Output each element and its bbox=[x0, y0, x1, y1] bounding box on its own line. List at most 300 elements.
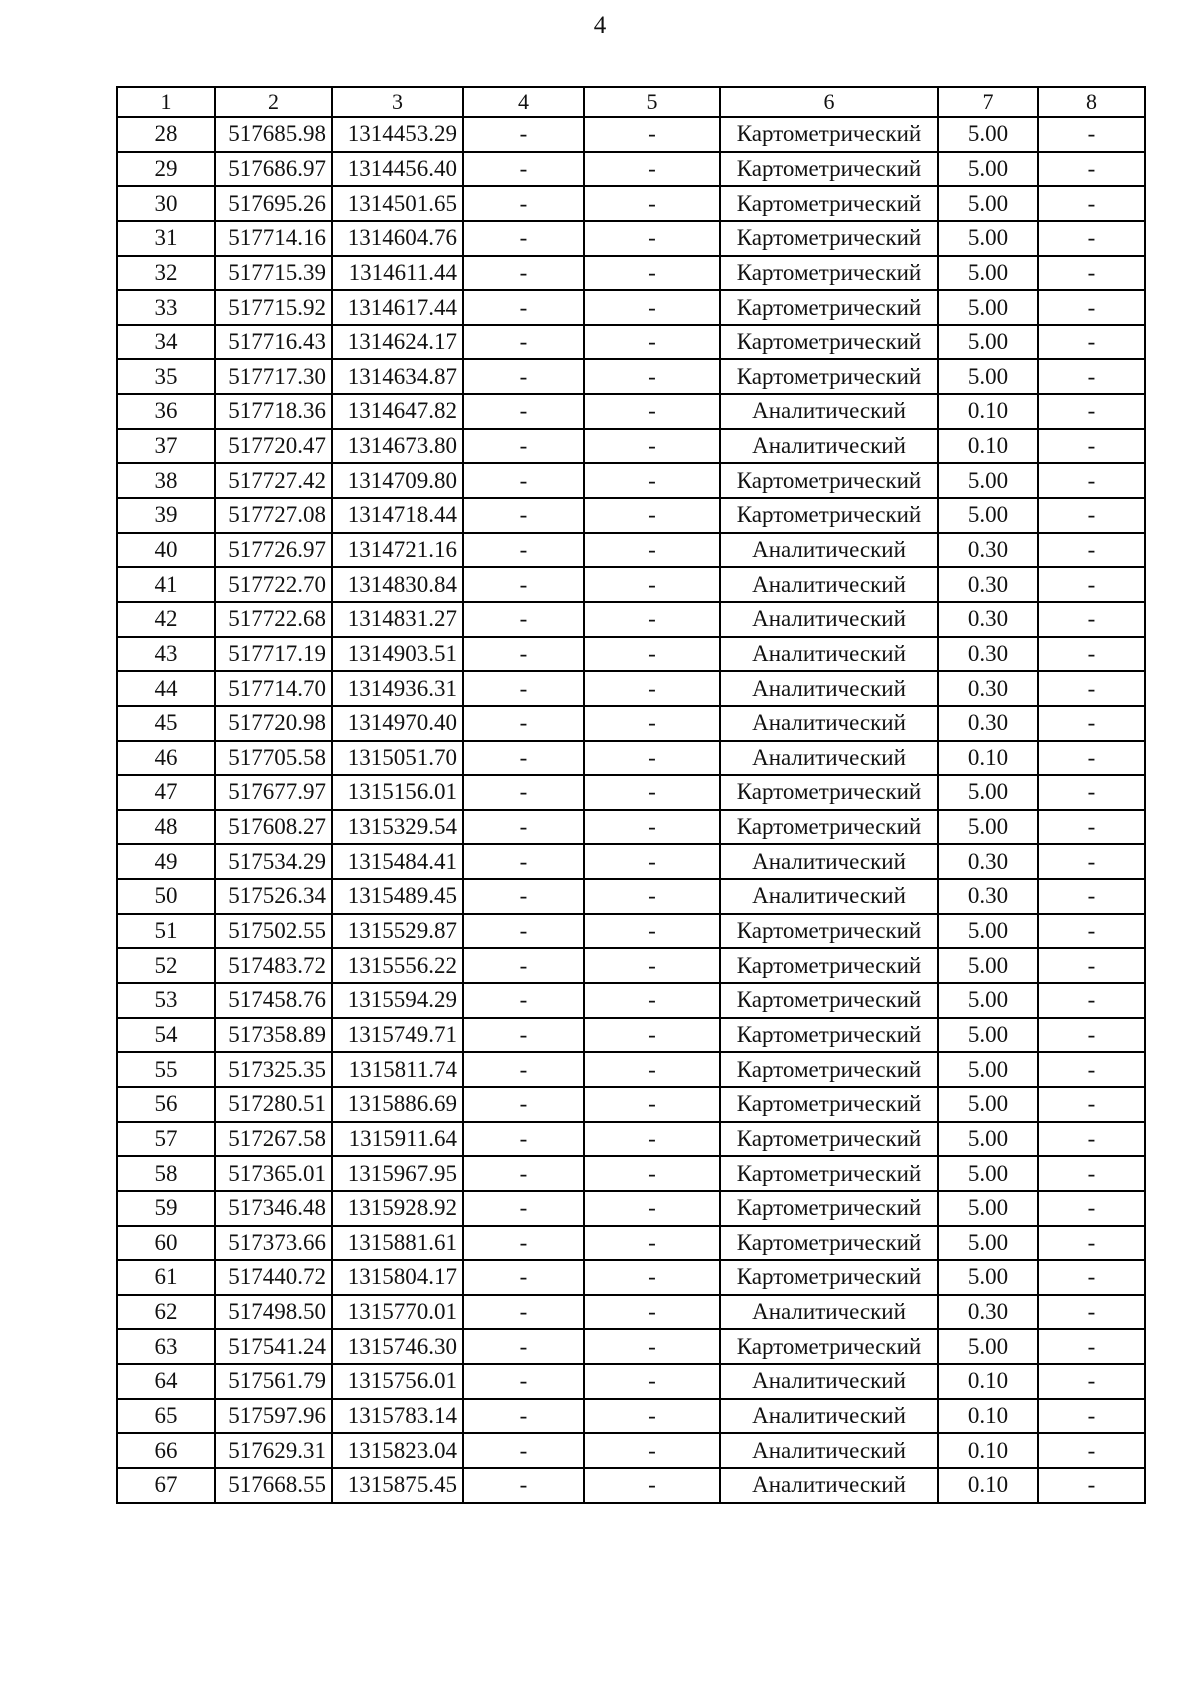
col5-cell: - bbox=[584, 810, 720, 845]
coord-y-cell: 1314617.44 bbox=[332, 290, 463, 325]
method-cell: Картометрический bbox=[720, 1018, 938, 1053]
method-cell: Картометрический bbox=[720, 186, 938, 221]
method-cell: Картометрический bbox=[720, 948, 938, 983]
coord-x-cell: 517458.76 bbox=[215, 983, 332, 1018]
table-row bbox=[117, 221, 1145, 256]
table-row bbox=[117, 463, 1145, 498]
coord-x-cell: 517629.31 bbox=[215, 1433, 332, 1468]
accuracy-cell: 0.30 bbox=[938, 844, 1038, 879]
col4-cell: - bbox=[463, 1329, 584, 1364]
method-cell: Картометрический bbox=[720, 1122, 938, 1157]
coord-x-cell: 517365.01 bbox=[215, 1156, 332, 1191]
col5-cell: - bbox=[584, 117, 720, 152]
method-cell: Аналитический bbox=[720, 706, 938, 741]
col8-cell: - bbox=[1038, 741, 1145, 776]
col4-cell: - bbox=[463, 844, 584, 879]
point-number-cell: 45 bbox=[117, 706, 215, 741]
col8-cell: - bbox=[1038, 1226, 1145, 1261]
table-row bbox=[117, 325, 1145, 360]
col8-cell: - bbox=[1038, 463, 1145, 498]
col8-cell: - bbox=[1038, 1260, 1145, 1295]
col4-cell: - bbox=[463, 671, 584, 706]
col5-cell: - bbox=[584, 1018, 720, 1053]
accuracy-cell: 5.00 bbox=[938, 983, 1038, 1018]
coord-y-cell: 1314501.65 bbox=[332, 186, 463, 221]
col8-cell: - bbox=[1038, 429, 1145, 464]
coord-x-cell: 517727.08 bbox=[215, 498, 332, 533]
method-cell: Аналитический bbox=[720, 394, 938, 429]
col4-cell: - bbox=[463, 706, 584, 741]
col8-cell: - bbox=[1038, 775, 1145, 810]
column-header: 7 bbox=[938, 87, 1038, 117]
col8-cell: - bbox=[1038, 706, 1145, 741]
col5-cell: - bbox=[584, 325, 720, 360]
accuracy-cell: 0.10 bbox=[938, 1399, 1038, 1434]
method-cell: Картометрический bbox=[720, 914, 938, 949]
col5-cell: - bbox=[584, 1052, 720, 1087]
col4-cell: - bbox=[463, 1364, 584, 1399]
coord-x-cell: 517502.55 bbox=[215, 914, 332, 949]
point-number-cell: 55 bbox=[117, 1052, 215, 1087]
col5-cell: - bbox=[584, 879, 720, 914]
col5-cell: - bbox=[584, 1364, 720, 1399]
col8-cell: - bbox=[1038, 359, 1145, 394]
method-cell: Картометрический bbox=[720, 775, 938, 810]
col8-cell: - bbox=[1038, 602, 1145, 637]
coord-y-cell: 1315783.14 bbox=[332, 1399, 463, 1434]
accuracy-cell: 0.30 bbox=[938, 602, 1038, 637]
col5-cell: - bbox=[584, 602, 720, 637]
accuracy-cell: 5.00 bbox=[938, 290, 1038, 325]
point-number-cell: 51 bbox=[117, 914, 215, 949]
table-row bbox=[117, 914, 1145, 949]
coord-x-cell: 517597.96 bbox=[215, 1399, 332, 1434]
coord-x-cell: 517714.16 bbox=[215, 221, 332, 256]
col8-cell: - bbox=[1038, 948, 1145, 983]
point-number-cell: 58 bbox=[117, 1156, 215, 1191]
coord-x-cell: 517526.34 bbox=[215, 879, 332, 914]
coord-y-cell: 1315489.45 bbox=[332, 879, 463, 914]
col4-cell: - bbox=[463, 533, 584, 568]
col8-cell: - bbox=[1038, 567, 1145, 602]
accuracy-cell: 5.00 bbox=[938, 1018, 1038, 1053]
coord-x-cell: 517717.19 bbox=[215, 637, 332, 672]
method-cell: Картометрический bbox=[720, 498, 938, 533]
col5-cell: - bbox=[584, 221, 720, 256]
coord-x-cell: 517726.97 bbox=[215, 533, 332, 568]
coord-y-cell: 1315967.95 bbox=[332, 1156, 463, 1191]
accuracy-cell: 5.00 bbox=[938, 463, 1038, 498]
col4-cell: - bbox=[463, 325, 584, 360]
method-cell: Аналитический bbox=[720, 879, 938, 914]
col8-cell: - bbox=[1038, 498, 1145, 533]
point-number-cell: 63 bbox=[117, 1329, 215, 1364]
col4-cell: - bbox=[463, 602, 584, 637]
col5-cell: - bbox=[584, 706, 720, 741]
accuracy-cell: 0.30 bbox=[938, 706, 1038, 741]
col5-cell: - bbox=[584, 948, 720, 983]
col8-cell: - bbox=[1038, 1399, 1145, 1434]
method-cell: Картометрический bbox=[720, 325, 938, 360]
col8-cell: - bbox=[1038, 256, 1145, 291]
col4-cell: - bbox=[463, 1433, 584, 1468]
method-cell: Картометрический bbox=[720, 983, 938, 1018]
column-header: 4 bbox=[463, 87, 584, 117]
coord-x-cell: 517714.70 bbox=[215, 671, 332, 706]
col5-cell: - bbox=[584, 394, 720, 429]
coord-y-cell: 1314624.17 bbox=[332, 325, 463, 360]
coord-x-cell: 517677.97 bbox=[215, 775, 332, 810]
column-header: 5 bbox=[584, 87, 720, 117]
col4-cell: - bbox=[463, 948, 584, 983]
table-header-row bbox=[117, 87, 1145, 117]
table-row bbox=[117, 810, 1145, 845]
method-cell: Аналитический bbox=[720, 1364, 938, 1399]
table-row bbox=[117, 567, 1145, 602]
table-row bbox=[117, 394, 1145, 429]
col8-cell: - bbox=[1038, 1122, 1145, 1157]
col4-cell: - bbox=[463, 1399, 584, 1434]
col8-cell: - bbox=[1038, 637, 1145, 672]
col5-cell: - bbox=[584, 1399, 720, 1434]
col4-cell: - bbox=[463, 1191, 584, 1226]
point-number-cell: 62 bbox=[117, 1295, 215, 1330]
accuracy-cell: 0.10 bbox=[938, 1468, 1038, 1503]
table-row bbox=[117, 256, 1145, 291]
col5-cell: - bbox=[584, 429, 720, 464]
coord-x-cell: 517718.36 bbox=[215, 394, 332, 429]
col8-cell: - bbox=[1038, 1364, 1145, 1399]
table-row bbox=[117, 602, 1145, 637]
method-cell: Аналитический bbox=[720, 1468, 938, 1503]
coord-y-cell: 1315594.29 bbox=[332, 983, 463, 1018]
coord-y-cell: 1314611.44 bbox=[332, 256, 463, 291]
col8-cell: - bbox=[1038, 325, 1145, 360]
point-number-cell: 39 bbox=[117, 498, 215, 533]
coord-x-cell: 517346.48 bbox=[215, 1191, 332, 1226]
coord-x-cell: 517541.24 bbox=[215, 1329, 332, 1364]
coord-x-cell: 517534.29 bbox=[215, 844, 332, 879]
point-number-cell: 67 bbox=[117, 1468, 215, 1503]
col4-cell: - bbox=[463, 1468, 584, 1503]
point-number-cell: 33 bbox=[117, 290, 215, 325]
coord-y-cell: 1314936.31 bbox=[332, 671, 463, 706]
accuracy-cell: 0.30 bbox=[938, 879, 1038, 914]
coord-x-cell: 517715.39 bbox=[215, 256, 332, 291]
col4-cell: - bbox=[463, 983, 584, 1018]
table-row bbox=[117, 359, 1145, 394]
column-header: 1 bbox=[117, 87, 215, 117]
method-cell: Картометрический bbox=[720, 1156, 938, 1191]
table-row bbox=[117, 1087, 1145, 1122]
coord-x-cell: 517358.89 bbox=[215, 1018, 332, 1053]
coord-y-cell: 1315529.87 bbox=[332, 914, 463, 949]
table-row bbox=[117, 775, 1145, 810]
table-row bbox=[117, 117, 1145, 152]
coord-y-cell: 1315881.61 bbox=[332, 1226, 463, 1261]
col5-cell: - bbox=[584, 741, 720, 776]
table-row bbox=[117, 1260, 1145, 1295]
accuracy-cell: 0.10 bbox=[938, 1364, 1038, 1399]
table-row bbox=[117, 186, 1145, 221]
col4-cell: - bbox=[463, 463, 584, 498]
method-cell: Картометрический bbox=[720, 810, 938, 845]
coord-x-cell: 517498.50 bbox=[215, 1295, 332, 1330]
table-row bbox=[117, 1191, 1145, 1226]
coord-x-cell: 517695.26 bbox=[215, 186, 332, 221]
col5-cell: - bbox=[584, 1191, 720, 1226]
coord-y-cell: 1314604.76 bbox=[332, 221, 463, 256]
accuracy-cell: 5.00 bbox=[938, 152, 1038, 187]
column-header: 8 bbox=[1038, 87, 1145, 117]
column-header: 3 bbox=[332, 87, 463, 117]
method-cell: Аналитический bbox=[720, 1295, 938, 1330]
table-row bbox=[117, 1399, 1145, 1434]
coord-y-cell: 1315804.17 bbox=[332, 1260, 463, 1295]
point-number-cell: 36 bbox=[117, 394, 215, 429]
col4-cell: - bbox=[463, 429, 584, 464]
accuracy-cell: 0.10 bbox=[938, 1433, 1038, 1468]
col4-cell: - bbox=[463, 775, 584, 810]
col4-cell: - bbox=[463, 256, 584, 291]
coord-y-cell: 1314718.44 bbox=[332, 498, 463, 533]
accuracy-cell: 0.10 bbox=[938, 741, 1038, 776]
col8-cell: - bbox=[1038, 671, 1145, 706]
table-row bbox=[117, 1122, 1145, 1157]
accuracy-cell: 5.00 bbox=[938, 1226, 1038, 1261]
point-number-cell: 46 bbox=[117, 741, 215, 776]
column-header: 6 bbox=[720, 87, 938, 117]
point-number-cell: 42 bbox=[117, 602, 215, 637]
method-cell: Аналитический bbox=[720, 567, 938, 602]
col4-cell: - bbox=[463, 810, 584, 845]
coord-y-cell: 1315756.01 bbox=[332, 1364, 463, 1399]
coord-x-cell: 517685.98 bbox=[215, 117, 332, 152]
accuracy-cell: 5.00 bbox=[938, 256, 1038, 291]
coord-y-cell: 1314721.16 bbox=[332, 533, 463, 568]
accuracy-cell: 5.00 bbox=[938, 948, 1038, 983]
col4-cell: - bbox=[463, 1122, 584, 1157]
accuracy-cell: 5.00 bbox=[938, 221, 1038, 256]
table-row bbox=[117, 152, 1145, 187]
col8-cell: - bbox=[1038, 810, 1145, 845]
table-row bbox=[117, 1468, 1145, 1503]
coord-y-cell: 1314647.82 bbox=[332, 394, 463, 429]
accuracy-cell: 0.30 bbox=[938, 567, 1038, 602]
coordinates-table bbox=[116, 86, 1146, 1504]
table-row bbox=[117, 1018, 1145, 1053]
col5-cell: - bbox=[584, 1295, 720, 1330]
point-number-cell: 54 bbox=[117, 1018, 215, 1053]
table-row bbox=[117, 429, 1145, 464]
col4-cell: - bbox=[463, 359, 584, 394]
accuracy-cell: 5.00 bbox=[938, 359, 1038, 394]
table-row bbox=[117, 1226, 1145, 1261]
point-number-cell: 48 bbox=[117, 810, 215, 845]
accuracy-cell: 5.00 bbox=[938, 1122, 1038, 1157]
col5-cell: - bbox=[584, 637, 720, 672]
point-number-cell: 59 bbox=[117, 1191, 215, 1226]
col8-cell: - bbox=[1038, 844, 1145, 879]
table-row bbox=[117, 290, 1145, 325]
point-number-cell: 64 bbox=[117, 1364, 215, 1399]
coord-x-cell: 517608.27 bbox=[215, 810, 332, 845]
method-cell: Аналитический bbox=[720, 741, 938, 776]
point-number-cell: 61 bbox=[117, 1260, 215, 1295]
coord-y-cell: 1314830.84 bbox=[332, 567, 463, 602]
accuracy-cell: 5.00 bbox=[938, 186, 1038, 221]
coord-x-cell: 517727.42 bbox=[215, 463, 332, 498]
table-row bbox=[117, 706, 1145, 741]
coord-y-cell: 1315875.45 bbox=[332, 1468, 463, 1503]
accuracy-cell: 5.00 bbox=[938, 1087, 1038, 1122]
method-cell: Аналитический bbox=[720, 1433, 938, 1468]
col8-cell: - bbox=[1038, 914, 1145, 949]
col5-cell: - bbox=[584, 1260, 720, 1295]
col4-cell: - bbox=[463, 221, 584, 256]
point-number-cell: 44 bbox=[117, 671, 215, 706]
coord-x-cell: 517267.58 bbox=[215, 1122, 332, 1157]
point-number-cell: 56 bbox=[117, 1087, 215, 1122]
col5-cell: - bbox=[584, 498, 720, 533]
col5-cell: - bbox=[584, 671, 720, 706]
col5-cell: - bbox=[584, 983, 720, 1018]
coord-y-cell: 1315811.74 bbox=[332, 1052, 463, 1087]
point-number-cell: 40 bbox=[117, 533, 215, 568]
col4-cell: - bbox=[463, 290, 584, 325]
col5-cell: - bbox=[584, 533, 720, 568]
col4-cell: - bbox=[463, 498, 584, 533]
accuracy-cell: 0.30 bbox=[938, 533, 1038, 568]
coord-x-cell: 517440.72 bbox=[215, 1260, 332, 1295]
accuracy-cell: 5.00 bbox=[938, 325, 1038, 360]
point-number-cell: 53 bbox=[117, 983, 215, 1018]
table-row bbox=[117, 741, 1145, 776]
point-number-cell: 66 bbox=[117, 1433, 215, 1468]
method-cell: Картометрический bbox=[720, 221, 938, 256]
col4-cell: - bbox=[463, 567, 584, 602]
col8-cell: - bbox=[1038, 1087, 1145, 1122]
point-number-cell: 30 bbox=[117, 186, 215, 221]
col4-cell: - bbox=[463, 741, 584, 776]
col8-cell: - bbox=[1038, 1433, 1145, 1468]
accuracy-cell: 0.10 bbox=[938, 394, 1038, 429]
coord-y-cell: 1314673.80 bbox=[332, 429, 463, 464]
coord-x-cell: 517722.70 bbox=[215, 567, 332, 602]
col4-cell: - bbox=[463, 1295, 584, 1330]
col5-cell: - bbox=[584, 1468, 720, 1503]
coord-y-cell: 1315911.64 bbox=[332, 1122, 463, 1157]
point-number-cell: 29 bbox=[117, 152, 215, 187]
accuracy-cell: 5.00 bbox=[938, 1329, 1038, 1364]
table-row bbox=[117, 1052, 1145, 1087]
coord-y-cell: 1315746.30 bbox=[332, 1329, 463, 1364]
col8-cell: - bbox=[1038, 152, 1145, 187]
accuracy-cell: 5.00 bbox=[938, 117, 1038, 152]
accuracy-cell: 5.00 bbox=[938, 1191, 1038, 1226]
coord-y-cell: 1314831.27 bbox=[332, 602, 463, 637]
method-cell: Аналитический bbox=[720, 602, 938, 637]
col8-cell: - bbox=[1038, 533, 1145, 568]
table-row bbox=[117, 1156, 1145, 1191]
col4-cell: - bbox=[463, 117, 584, 152]
method-cell: Картометрический bbox=[720, 152, 938, 187]
point-number-cell: 52 bbox=[117, 948, 215, 983]
coord-x-cell: 517722.68 bbox=[215, 602, 332, 637]
table-row bbox=[117, 1295, 1145, 1330]
coord-y-cell: 1314903.51 bbox=[332, 637, 463, 672]
method-cell: Картометрический bbox=[720, 1087, 938, 1122]
col4-cell: - bbox=[463, 1087, 584, 1122]
col8-cell: - bbox=[1038, 1156, 1145, 1191]
coord-x-cell: 517483.72 bbox=[215, 948, 332, 983]
coord-y-cell: 1315484.41 bbox=[332, 844, 463, 879]
col5-cell: - bbox=[584, 1433, 720, 1468]
col8-cell: - bbox=[1038, 290, 1145, 325]
method-cell: Картометрический bbox=[720, 1191, 938, 1226]
col4-cell: - bbox=[463, 1226, 584, 1261]
table-row bbox=[117, 1433, 1145, 1468]
table-row bbox=[117, 983, 1145, 1018]
col5-cell: - bbox=[584, 914, 720, 949]
coord-y-cell: 1314709.80 bbox=[332, 463, 463, 498]
method-cell: Картометрический bbox=[720, 256, 938, 291]
coord-y-cell: 1315051.70 bbox=[332, 741, 463, 776]
table-row bbox=[117, 1364, 1145, 1399]
point-number-cell: 57 bbox=[117, 1122, 215, 1157]
method-cell: Аналитический bbox=[720, 429, 938, 464]
col4-cell: - bbox=[463, 1260, 584, 1295]
point-number-cell: 47 bbox=[117, 775, 215, 810]
method-cell: Аналитический bbox=[720, 671, 938, 706]
table-row bbox=[117, 844, 1145, 879]
coord-x-cell: 517280.51 bbox=[215, 1087, 332, 1122]
coord-y-cell: 1314970.40 bbox=[332, 706, 463, 741]
method-cell: Картометрический bbox=[720, 290, 938, 325]
col4-cell: - bbox=[463, 1052, 584, 1087]
method-cell: Аналитический bbox=[720, 1399, 938, 1434]
col5-cell: - bbox=[584, 256, 720, 291]
point-number-cell: 28 bbox=[117, 117, 215, 152]
col5-cell: - bbox=[584, 359, 720, 394]
accuracy-cell: 5.00 bbox=[938, 914, 1038, 949]
method-cell: Аналитический bbox=[720, 533, 938, 568]
col5-cell: - bbox=[584, 1087, 720, 1122]
col4-cell: - bbox=[463, 914, 584, 949]
method-cell: Аналитический bbox=[720, 844, 938, 879]
col5-cell: - bbox=[584, 567, 720, 602]
method-cell: Картометрический bbox=[720, 1260, 938, 1295]
coord-x-cell: 517720.47 bbox=[215, 429, 332, 464]
column-header: 2 bbox=[215, 87, 332, 117]
table-row bbox=[117, 948, 1145, 983]
col4-cell: - bbox=[463, 1156, 584, 1191]
col5-cell: - bbox=[584, 1122, 720, 1157]
accuracy-cell: 0.30 bbox=[938, 637, 1038, 672]
col5-cell: - bbox=[584, 775, 720, 810]
col8-cell: - bbox=[1038, 221, 1145, 256]
col4-cell: - bbox=[463, 1018, 584, 1053]
col5-cell: - bbox=[584, 186, 720, 221]
col5-cell: - bbox=[584, 152, 720, 187]
point-number-cell: 34 bbox=[117, 325, 215, 360]
method-cell: Картометрический bbox=[720, 117, 938, 152]
coord-x-cell: 517716.43 bbox=[215, 325, 332, 360]
table-row bbox=[117, 637, 1145, 672]
table-row bbox=[117, 671, 1145, 706]
point-number-cell: 65 bbox=[117, 1399, 215, 1434]
coord-y-cell: 1314634.87 bbox=[332, 359, 463, 394]
